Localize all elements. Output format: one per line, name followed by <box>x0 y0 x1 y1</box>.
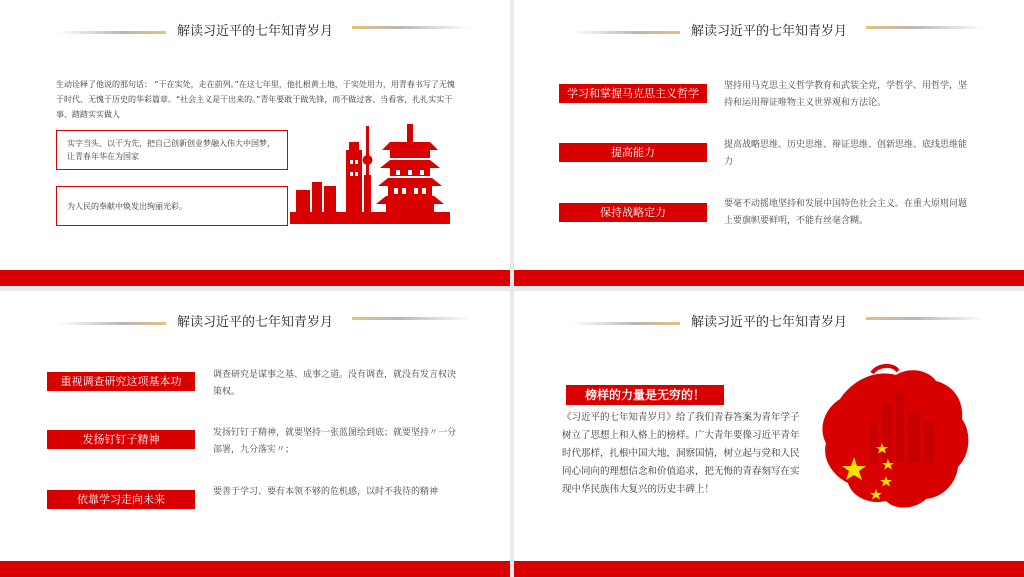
quote-box-1: 实字当头、以干为先，把自己创新创业梦融入伟大中国梦，让青春年华在为国家 <box>56 130 288 170</box>
slide-title: 解读习近平的七年知青岁月 <box>690 315 847 330</box>
footer-bar <box>514 270 1024 286</box>
item-desc-research: 调查研究是谋事之基、成事之道。没有调查，就没有发言权决策权。 <box>213 370 457 397</box>
item-desc-nail-spirit: 发扬钉钉子精神，就要坚持一张蓝图绘到底；就要坚持〃一分部署，九分落实〃； <box>213 428 457 455</box>
slide-title: 解读习近平的七年知青岁月 <box>176 315 333 330</box>
item-label-strategic-focus: 保持战略定力 <box>559 203 707 222</box>
title-decoration-right <box>352 26 472 29</box>
body-paragraph: 《习近平的七年知青岁月》给了我们青春答案为青年学子树立了思想上和人格上的榜样。广大青年要像习近平青年时代那样，扎根中国大地，洞察国情，树立起与党和人民同心同向的理想信念和价值追求，把无悔的青春刻写在实现中华民族伟大复兴的历史丰碑上！ <box>562 412 800 495</box>
item-desc-strategic-focus: 要毫不动摇地坚持和发展中国特色社会主义。在重大原则问题上要旗帜要鲜明，不能有丝毫含糊。 <box>724 199 968 226</box>
item-desc-learning: 要善于学习、要有本领不够的危机感，以时不我待的精神 <box>213 487 439 497</box>
title-decoration-right <box>866 26 986 29</box>
slide-1[interactable] <box>0 0 510 286</box>
footer-bar <box>514 561 1024 577</box>
footer-bar <box>0 561 510 577</box>
slide-3[interactable] <box>0 291 510 577</box>
title-decoration-right <box>352 317 472 320</box>
slide-title: 解读习近平的七年知青岁月 <box>690 24 847 39</box>
title-decoration-right <box>866 317 986 320</box>
quote-box-2: 为人民的奉献中焕发出绚丽光彩。 <box>56 186 288 226</box>
slide-2[interactable] <box>514 0 1024 286</box>
item-label-philosophy: 学习和掌握马克思主义哲学 <box>559 84 707 103</box>
slide-4[interactable] <box>514 291 1024 577</box>
banner-heading: 榜样的力量是无穷的！ <box>566 385 724 405</box>
intro-text: 生动诠释了他说的那句话： “干在实处，走在前列。”在这七年里，他扎根黄土地，于实处用力，用青春书写了无愧于时代、无愧于历史的华彩篇章。“社会主义是干出来的。”青年要敢于做先锋，而不做过客、当看客，扎扎实实干事、踏踏实实做人 <box>56 80 455 119</box>
china-map-flag-icon <box>812 363 982 513</box>
city-skyline-illustration <box>290 120 450 228</box>
item-label-research: 重视调查研究这项基本功 <box>47 372 195 391</box>
item-label-nail-spirit: 发扬钉钉子精神 <box>47 430 195 449</box>
slide-title: 解读习近平的七年知青岁月 <box>176 24 333 39</box>
item-desc-philosophy: 坚持用马克思主义哲学教育和武装全党，学哲学、用哲学，坚持和运用辩证唯物主义世界观和方法论。 <box>724 81 968 108</box>
item-label-learning: 依靠学习走向未来 <box>47 490 195 509</box>
footer-bar <box>0 270 510 286</box>
item-label-ability: 提高能力 <box>559 143 707 162</box>
item-desc-ability: 提高战略思维、历史思维、辩证思维、创新思维、底线思维能力 <box>724 140 968 167</box>
